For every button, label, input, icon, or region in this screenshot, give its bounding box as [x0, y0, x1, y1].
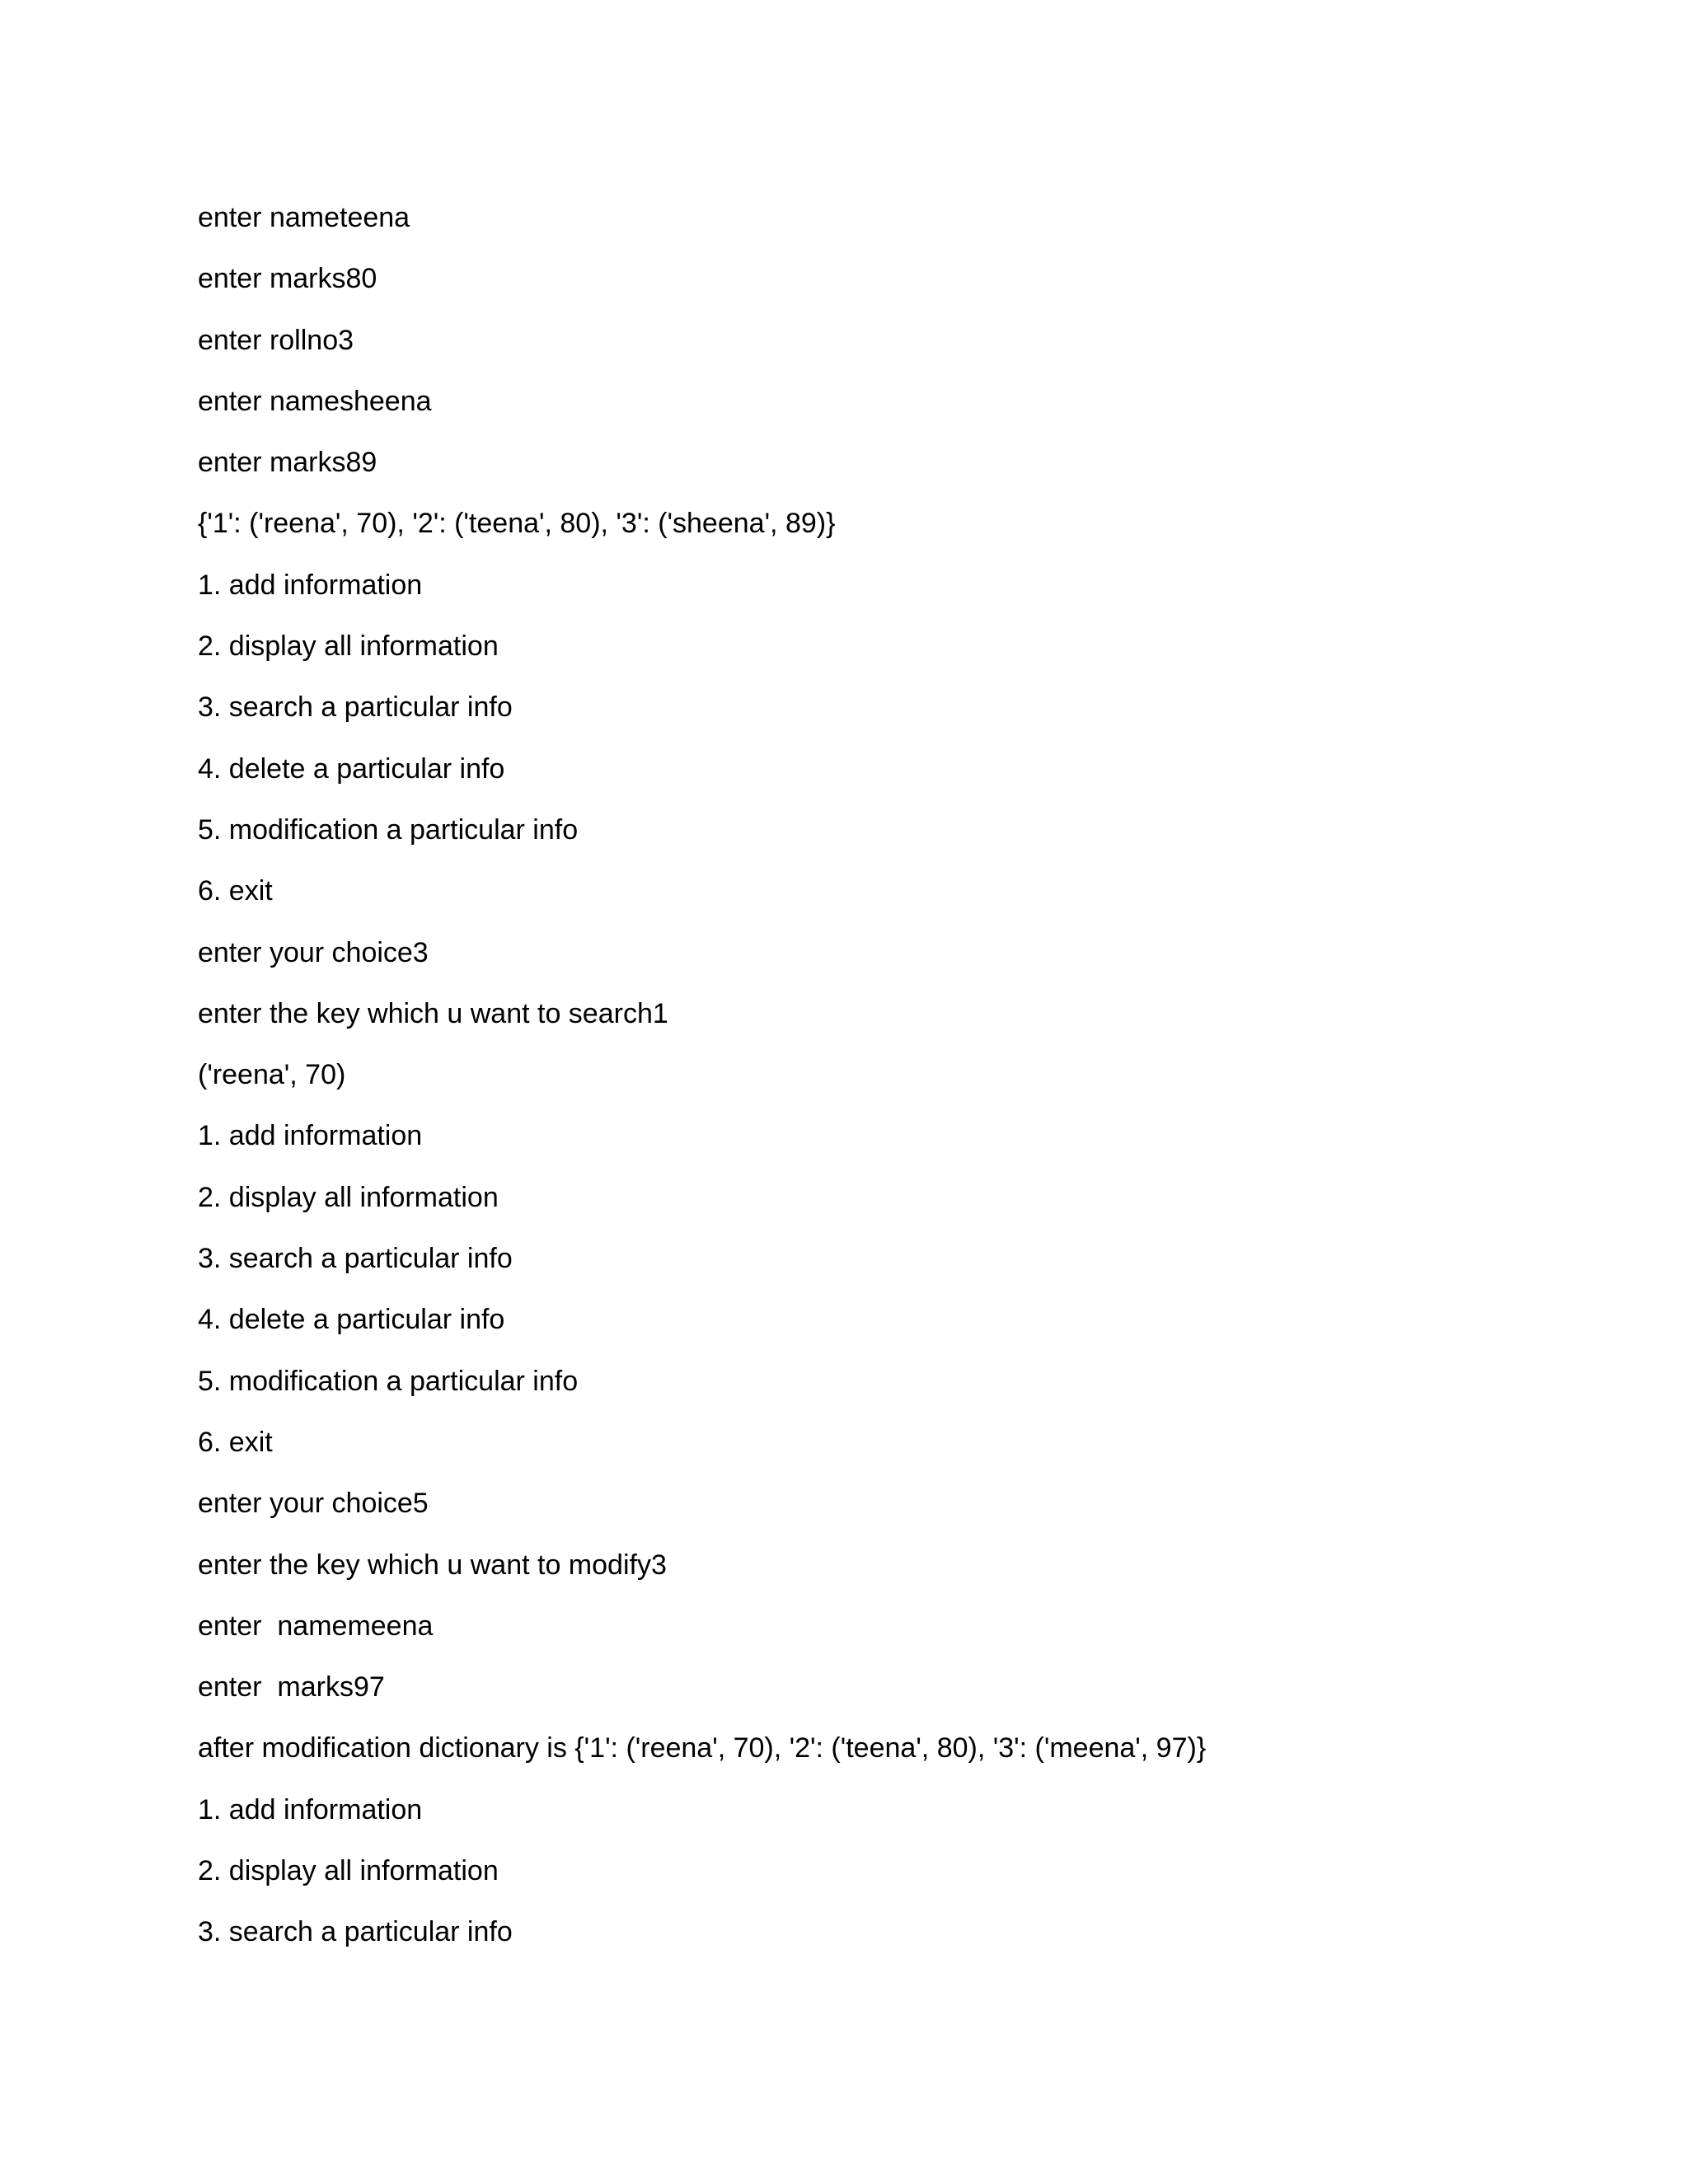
modified-dictionary-line: after modification dictionary is {'1': ('reena', 70), '2': ('teena', 80), '3': ('meena', 97)}: [198, 1732, 1207, 1765]
output-line: enter your choice5: [198, 1488, 429, 1520]
output-line: enter your choice3: [198, 936, 429, 968]
menu-item-modify: 5. modification a particular info: [198, 813, 579, 846]
menu-item-display: 2. display all information: [198, 1855, 499, 1887]
menu-item-exit: 6. exit: [198, 1426, 273, 1458]
output-line: enter namemeena: [198, 1610, 434, 1642]
console-output: [198, 196, 1206, 1972]
menu-item-add: 1. add information: [198, 1793, 423, 1825]
menu-item-display: 2. display all information: [198, 1181, 499, 1213]
menu-item-display: 2. display all information: [198, 630, 499, 663]
menu-item-exit: 6. exit: [198, 875, 273, 907]
menu-item-add: 1. add information: [198, 569, 423, 601]
menu-item-search: 3. search a particular info: [198, 691, 513, 724]
menu-item-search: 3. search a particular info: [198, 1243, 513, 1275]
output-line: enter the key which u want to search1: [198, 997, 668, 1029]
menu-item-search: 3. search a particular info: [198, 1916, 513, 1948]
menu-item-delete: 4. delete a particular info: [198, 752, 505, 785]
output-line: enter marks80: [198, 263, 377, 295]
menu-item-delete: 4. delete a particular info: [198, 1304, 505, 1336]
search-result-line: ('reena', 70): [198, 1059, 346, 1091]
output-line: enter the key which u want to modify3: [198, 1549, 667, 1581]
menu-item-add: 1. add information: [198, 1120, 423, 1152]
output-line: enter namesheena: [198, 385, 432, 417]
dictionary-output-line: {'1': ('reena', 70), '2': ('teena', 80), '3': ('sheena', 89)}: [198, 508, 836, 540]
output-line: enter marks89: [198, 447, 377, 479]
output-line: enter rollno3: [198, 324, 354, 356]
output-line: enter nameteena: [198, 202, 410, 233]
menu-item-modify: 5. modification a particular info: [198, 1365, 579, 1397]
output-line: enter marks97: [198, 1671, 385, 1704]
